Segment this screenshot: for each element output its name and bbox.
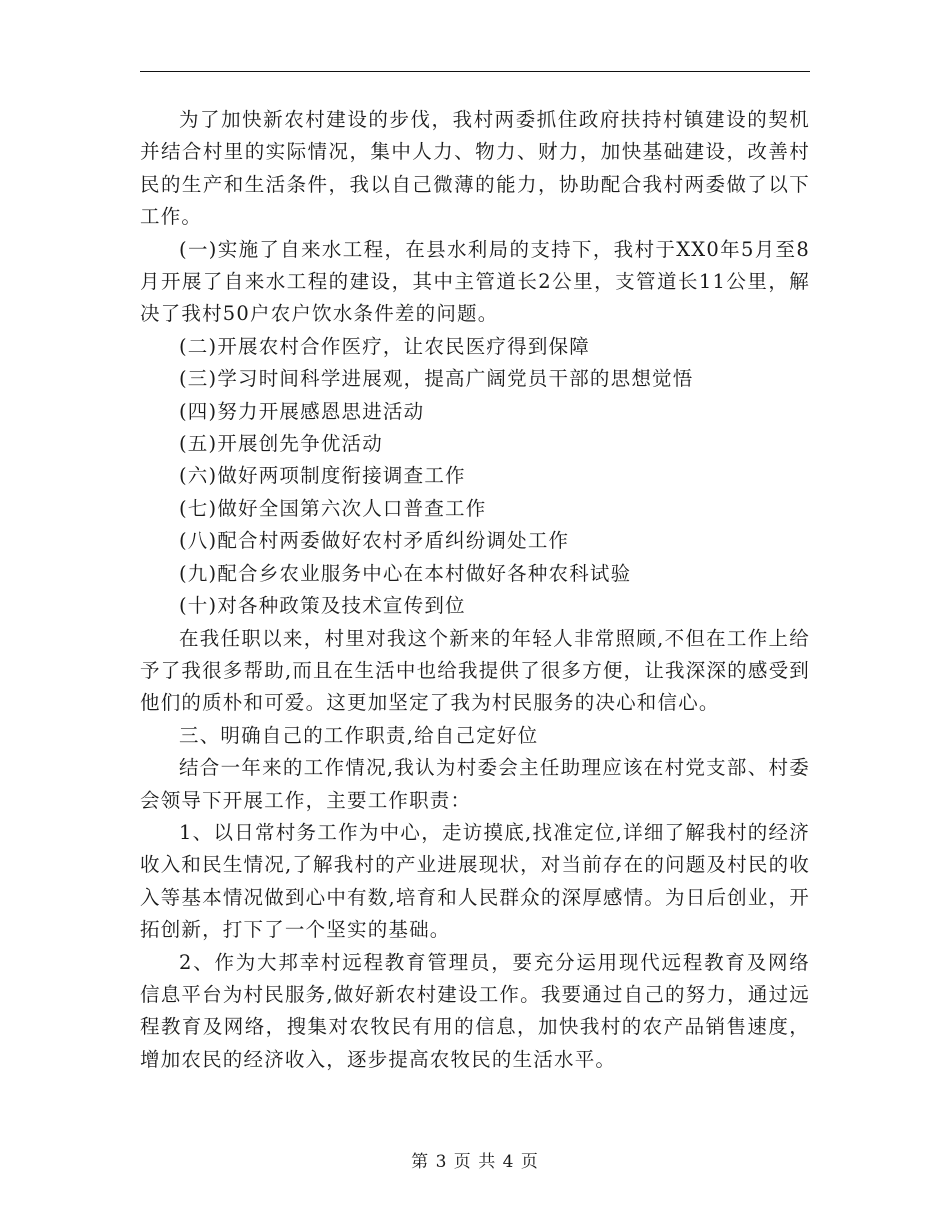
- paragraph-reflection: 在我任职以来，村里对我这个新来的年轻人非常照顾,不但在工作上给予了我很多帮助,而且在生活中也给我提供了很多方便，让我深深的感受到他们的质朴和可爱。这更加坚定了我为村民服务的决心和信心。: [140, 626, 810, 715]
- list-item-6: (六)做好两项制度衔接调查工作: [179, 464, 466, 488]
- list-item-5: (五)开展创先争优活动: [179, 432, 383, 456]
- section-heading-3: 三、明确自己的工作职责,给自己定好位: [179, 723, 539, 747]
- list-item-1: (一)实施了自来水工程，在县水利局的支持下，我村于XX0年5月至8月开展了自来水工程的建设，其中主管道长2公里，支管道长11公里，解决了我村50户农户饮水条件差的问题。: [140, 237, 810, 326]
- list-item-10: (十)对各种政策及技术宣传到位: [179, 594, 466, 618]
- list-item-2: (二)开展农村合作医疗，让农民医疗得到保障: [179, 334, 590, 358]
- duty-item-2: 2、作为大邦幸村远程教育管理员，要充分运用现代远程教育及网络信息平台为村民服务,做好新农村建设工作。我要通过自己的努力，通过远程教育及网络，搜集对农牧民有用的信息，加快我村的农产品销售速度，增加农民的经济收入，逐步提高农牧民的生活水平。: [140, 950, 810, 1071]
- list-item-4: (四)努力开展感恩思进活动: [179, 399, 425, 423]
- list-item-3: (三)学习时间科学进展观，提高广阔党员干部的思想觉悟: [179, 367, 694, 391]
- duty-item-1: 1、以日常村务工作为中心，走访摸底,找准定位,详细了解我村的经济收入和民生情况,了解我村的产业进展现状，对当前存在的问题及村民的收入等基本情况做到心中有数,培育和人民群众的深厚感情。为日后创业，开拓创新，打下了一个坚实的基础。: [140, 820, 810, 942]
- document-body: [140, 104, 810, 1076]
- paragraph-intro: 为了加快新农村建设的步伐，我村两委抓住政府扶持村镇建设的契机并结合村里的实际情况，集中人力、物力、财力，加快基础建设，改善村民的生产和生活条件，我以自己微薄的能力，协助配合我村两委做了以下工作。: [140, 108, 810, 229]
- list-item-8: (八)配合村两委做好农村矛盾纠纷调处工作: [179, 529, 570, 553]
- page-number-footer: 第 3 页 共 4 页: [411, 1152, 539, 1172]
- list-item-7: (七)做好全国第六次人口普查工作: [179, 496, 487, 520]
- header-divider: [140, 71, 810, 72]
- paragraph-duties-intro: 结合一年来的工作情况,我认为村委会主任助理应该在村党支部、村委会领导下开展工作，主要工作职责：: [140, 756, 810, 812]
- list-item-9: (九)配合乡农业服务中心在本村做好各种农科试验: [179, 561, 632, 585]
